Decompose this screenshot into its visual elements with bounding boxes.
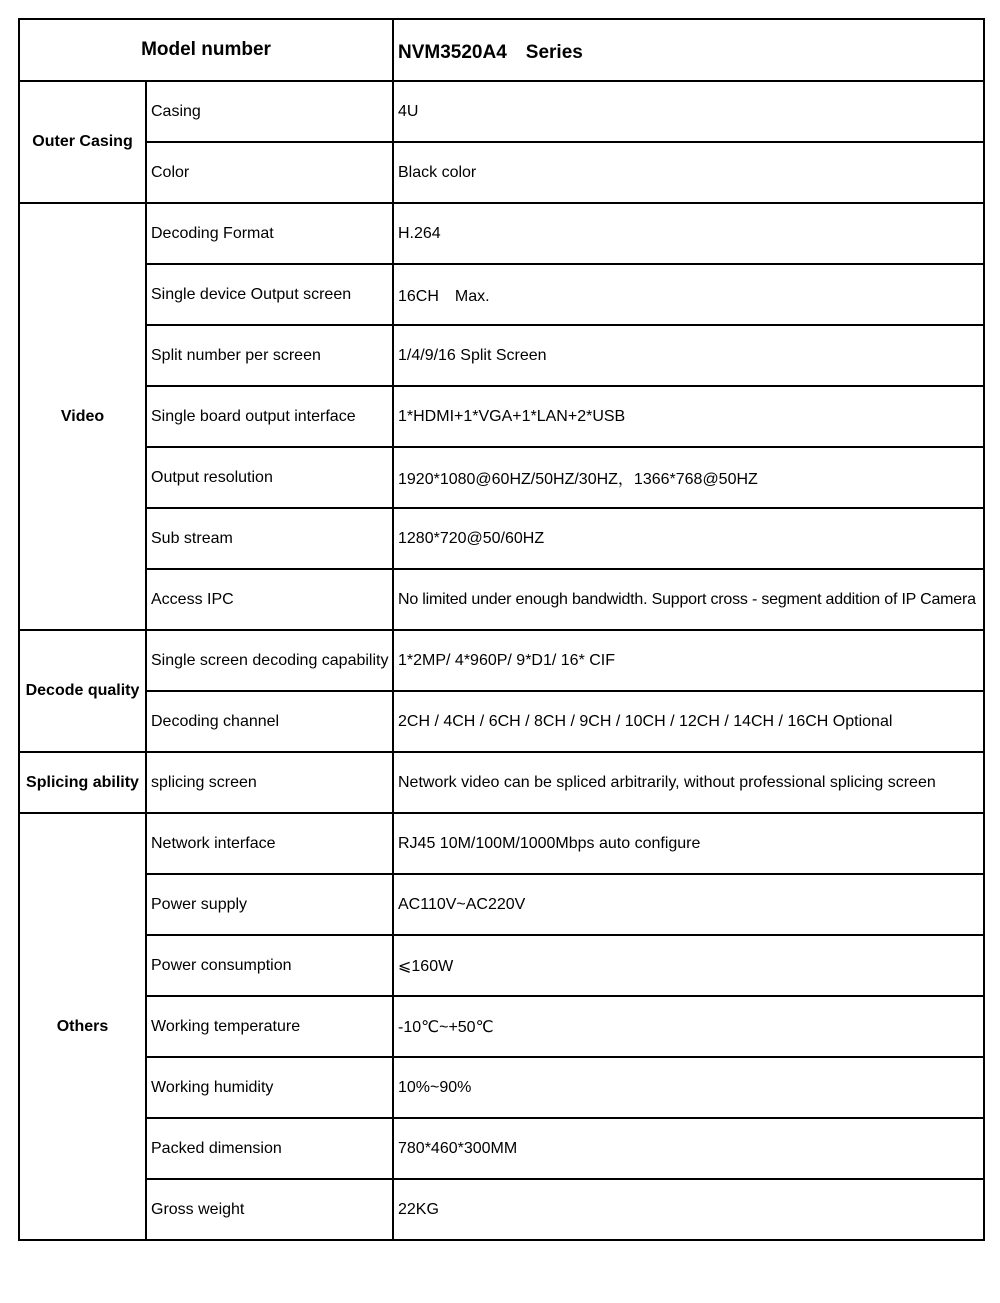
spec-label: Power consumption bbox=[146, 935, 393, 996]
group-video: Video bbox=[19, 203, 146, 630]
header-row bbox=[19, 19, 984, 81]
spec-value: 10%~90% bbox=[393, 1057, 984, 1118]
table-row bbox=[19, 813, 984, 874]
table-row bbox=[19, 935, 984, 996]
spec-value: 1920*1080@60HZ/50HZ/30HZ，1366*768@50HZ bbox=[393, 447, 984, 508]
table-row bbox=[19, 1179, 984, 1240]
spec-label: Power supply bbox=[146, 874, 393, 935]
table-row bbox=[19, 325, 984, 386]
spec-label: Sub stream bbox=[146, 508, 393, 569]
table-row bbox=[19, 630, 984, 691]
spec-label: Single device Output screen bbox=[146, 264, 393, 325]
table-row bbox=[19, 264, 984, 325]
spec-label: Single screen decoding capability bbox=[146, 630, 393, 691]
spec-label: Decoding channel bbox=[146, 691, 393, 752]
spec-label: Casing bbox=[146, 81, 393, 142]
spec-value: 1*2MP/ 4*960P/ 9*D1/ 16* CIF bbox=[393, 630, 984, 691]
spec-value: 1*HDMI+1*VGA+1*LAN+2*USB bbox=[393, 386, 984, 447]
spec-value: Network video can be spliced arbitrarily, without professional splicing screen bbox=[393, 752, 984, 813]
spec-label: Working temperature bbox=[146, 996, 393, 1057]
table-row bbox=[19, 81, 984, 142]
group-splicing-ability: Splicing ability bbox=[19, 752, 146, 813]
spec-value: ⩽160W bbox=[393, 935, 984, 996]
table-row bbox=[19, 1118, 984, 1179]
spec-value: 22KG bbox=[393, 1179, 984, 1240]
spec-value: 16CH Max. bbox=[393, 264, 984, 325]
spec-label: Gross weight bbox=[146, 1179, 393, 1240]
table-row bbox=[19, 691, 984, 752]
spec-label: Working humidity bbox=[146, 1057, 393, 1118]
spec-label: Color bbox=[146, 142, 393, 203]
table-row bbox=[19, 752, 984, 813]
table-row bbox=[19, 508, 984, 569]
spec-value: RJ45 10M/100M/1000Mbps auto configure bbox=[393, 813, 984, 874]
spec-label: Decoding Format bbox=[146, 203, 393, 264]
table-row bbox=[19, 874, 984, 935]
spec-value: H.264 bbox=[393, 203, 984, 264]
spec-value: 4U bbox=[393, 81, 984, 142]
spec-label: Single board output interface bbox=[146, 386, 393, 447]
spec-value: 2CH / 4CH / 6CH / 8CH / 9CH / 10CH / 12CH / 14CH / 16CH Optional bbox=[393, 691, 984, 752]
spec-label: Packed dimension bbox=[146, 1118, 393, 1179]
table-row bbox=[19, 142, 984, 203]
spec-value: 1/4/9/16 Split Screen bbox=[393, 325, 984, 386]
table-row bbox=[19, 386, 984, 447]
spec-value: -10℃~+50℃ bbox=[393, 996, 984, 1057]
table-row bbox=[19, 996, 984, 1057]
spec-label: Output resolution bbox=[146, 447, 393, 508]
model-number-value: NVM3520A4 Series bbox=[393, 19, 984, 81]
spec-value: AC110V~AC220V bbox=[393, 874, 984, 935]
spec-value: 780*460*300MM bbox=[393, 1118, 984, 1179]
group-outer-casing: Outer Casing bbox=[19, 81, 146, 203]
spec-value: Black color bbox=[393, 142, 984, 203]
table-row bbox=[19, 203, 984, 264]
spec-label: splicing screen bbox=[146, 752, 393, 813]
table-row bbox=[19, 569, 984, 630]
spec-value: No limited under enough bandwidth. Support cross - segment addition of IP Camera bbox=[393, 569, 984, 630]
group-decode-quality: Decode quality bbox=[19, 630, 146, 752]
spec-value: 1280*720@50/60HZ bbox=[393, 508, 984, 569]
model-number-label: Model number bbox=[19, 19, 393, 81]
spec-label: Network interface bbox=[146, 813, 393, 874]
group-others: Others bbox=[19, 813, 146, 1240]
table-row bbox=[19, 447, 984, 508]
spec-table bbox=[18, 18, 985, 1241]
table-row bbox=[19, 1057, 984, 1118]
spec-label: Split number per screen bbox=[146, 325, 393, 386]
spec-label: Access IPC bbox=[146, 569, 393, 630]
